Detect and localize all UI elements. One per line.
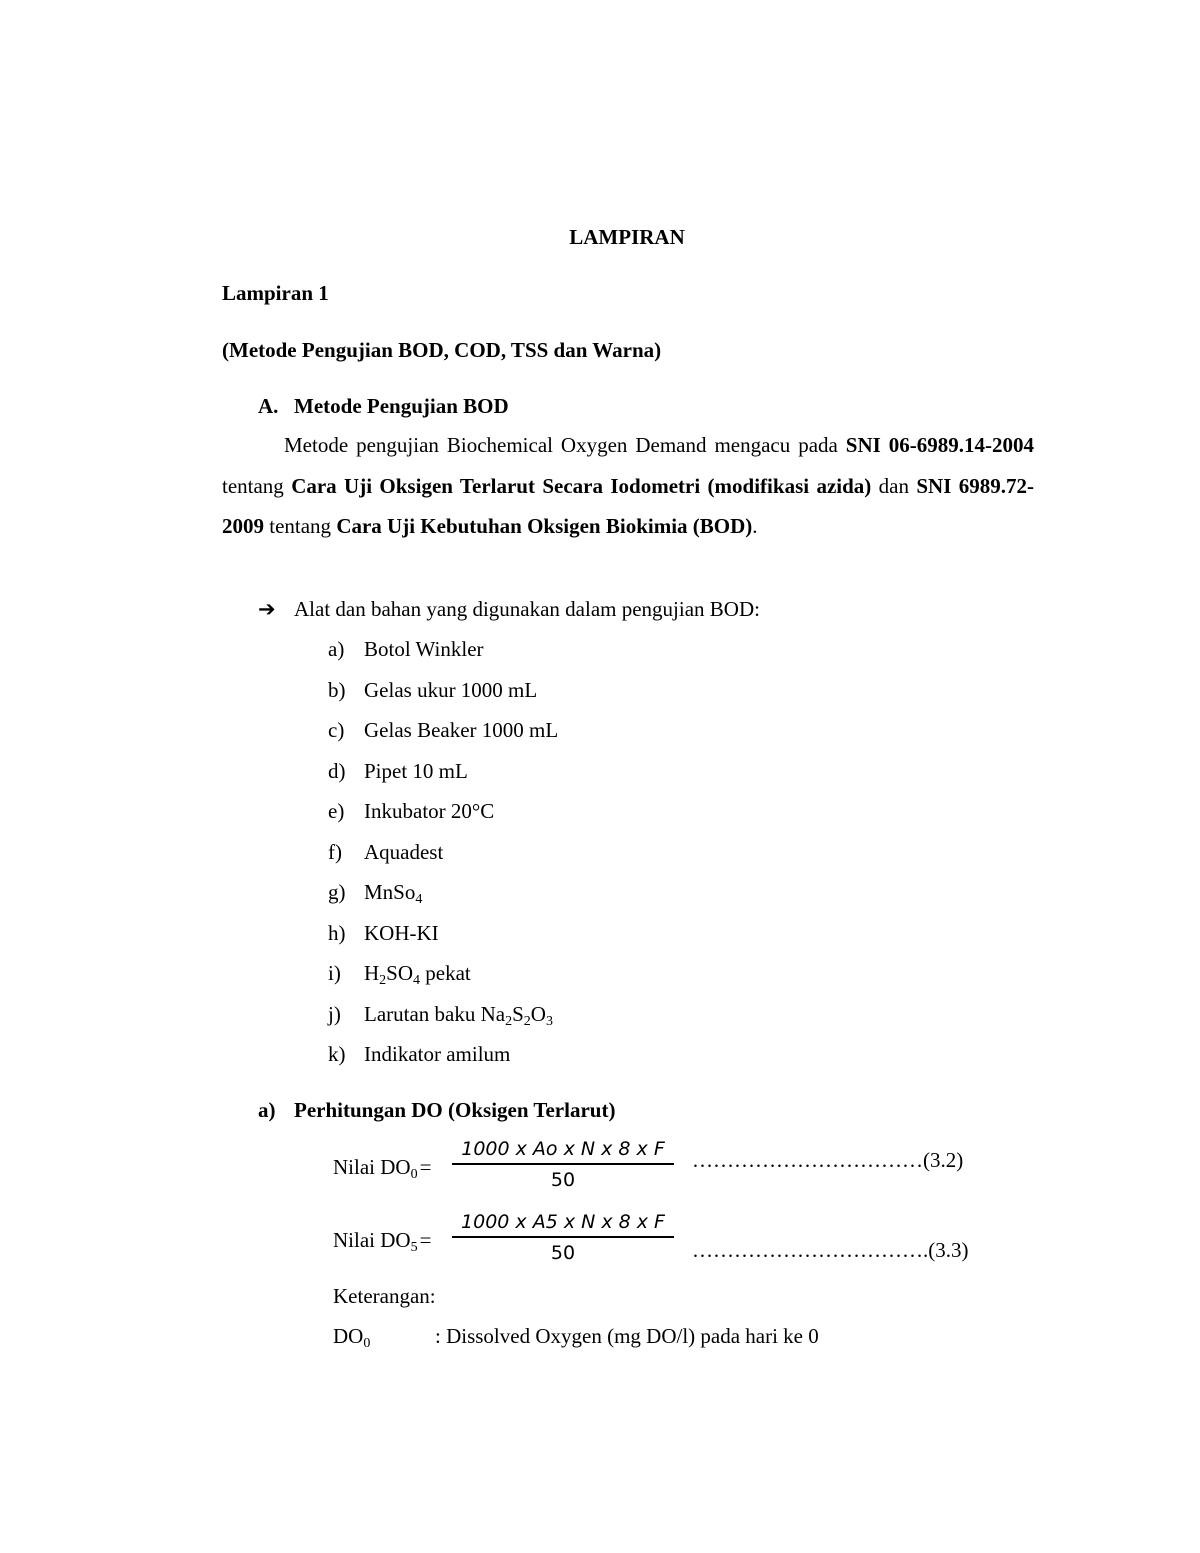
sni-reference-2: SNI 6989.72-2009 — [222, 473, 1034, 538]
keterangan-label: Keterangan: — [333, 1284, 436, 1308]
calc-heading: Perhitungan DO (Oksigen Terlarut) — [294, 1098, 616, 1122]
definition-description: : Dissolved Oxygen (mg DO/l) pada hari ke 0 — [435, 1324, 819, 1348]
sni-reference-1: SNI 06-6989.14-2004 — [845, 433, 1034, 457]
formula-2-denominator: 50 — [550, 1242, 576, 1264]
document-page: LAMPIRAN Lampiran 1 (Metode Pengujian BOD, COD, TSS dan Warna) A. Metode Pengujian BOD Metode pengujian Biochemical Oxygen Demand mengacu pada SNI 06-6989.14-2004 tentang Cara Uji Oksigen Terlarut Secara Iodometri (modifikasi azida) dan SNI 6989.72-2009 tentang Cara Uji Kebutuhan Oksigen Biokimia (BOD). ➔ Alat dan bahan yang digunakan dalam pengujian BOD: a) Botol Winkler b) Gelas ukur 1000 mL c) Gelas Beaker 1000 mL d) Pipet 10 mL e) Inkubator 20°C f) Aquadest g) MnSo$_4$ h) KOH-KI i) $H_2SO_4$ pekat j) Larutan baku $Na_2S_2O_3$ k) Indikator amilum a) Perhitungan DO (Oksigen Terlarut) Nilai $DO_0=$ 1000 x Ao x N x 8 x F 50 ……………………………(3.2) Nilai $DO_5=$ 1000 x A5 x N x 8 x F 50 …………………………….(3.3) Keterangan: $DO_0$ : Dissolved Oxygen (mg DO/l) pada hari ke 0 — [0, 0, 1200, 1553]
formula-1-lhs: Nilai $DO_0=$ — [333, 1155, 432, 1182]
fraction-bar — [452, 1236, 674, 1238]
formula-2-lhs: Nilai $DO_5=$ — [333, 1228, 432, 1255]
calc-label: a) — [258, 1098, 276, 1122]
formula-1-denominator: 50 — [550, 1169, 576, 1191]
formula-1-numerator: 1000 x Ao x N x 8 x F — [461, 1138, 665, 1160]
page-title: LAMPIRAN — [569, 225, 685, 249]
appendix-label: Lampiran 1 — [222, 281, 329, 305]
method-title-2: Cara Uji Kebutuhan Oksigen Biokimia (BOD) — [336, 514, 753, 538]
paragraph-text: Metode pengujian Biochemical Oxygen Demand mengacu pada — [284, 433, 846, 457]
formula-1-reference: ……………………………(3.2) — [692, 1148, 964, 1172]
materials-intro: Alat dan bahan yang digunakan dalam pengujian BOD: — [294, 597, 760, 621]
appendix-subtitle: (Metode Pengujian BOD, COD, TSS dan Warna) — [222, 338, 662, 362]
fraction-bar — [452, 1163, 674, 1165]
paragraph-text: tentang — [264, 514, 337, 538]
paragraph-text: dan — [871, 473, 917, 498]
formula-1-fraction — [452, 1140, 674, 1190]
formula-2-reference: …………………………….(3.3) — [692, 1238, 969, 1262]
right-arrow-icon: ➔ — [258, 597, 276, 621]
method-paragraph — [222, 425, 1034, 547]
section-a-label: A. — [258, 394, 279, 418]
method-title-1: Cara Uji Oksigen Terlarut Secara Iodometri (modifikasi azida) — [291, 473, 872, 498]
formula-2-numerator: 1000 x A5 x N x 8 x F — [461, 1211, 665, 1233]
section-a-heading: Metode Pengujian BOD — [294, 394, 509, 418]
definition-term: $DO_0$ — [333, 1324, 371, 1351]
formula-2-fraction — [452, 1213, 674, 1263]
paragraph-text: tentang — [222, 473, 292, 498]
paragraph-text: . — [752, 514, 758, 538]
